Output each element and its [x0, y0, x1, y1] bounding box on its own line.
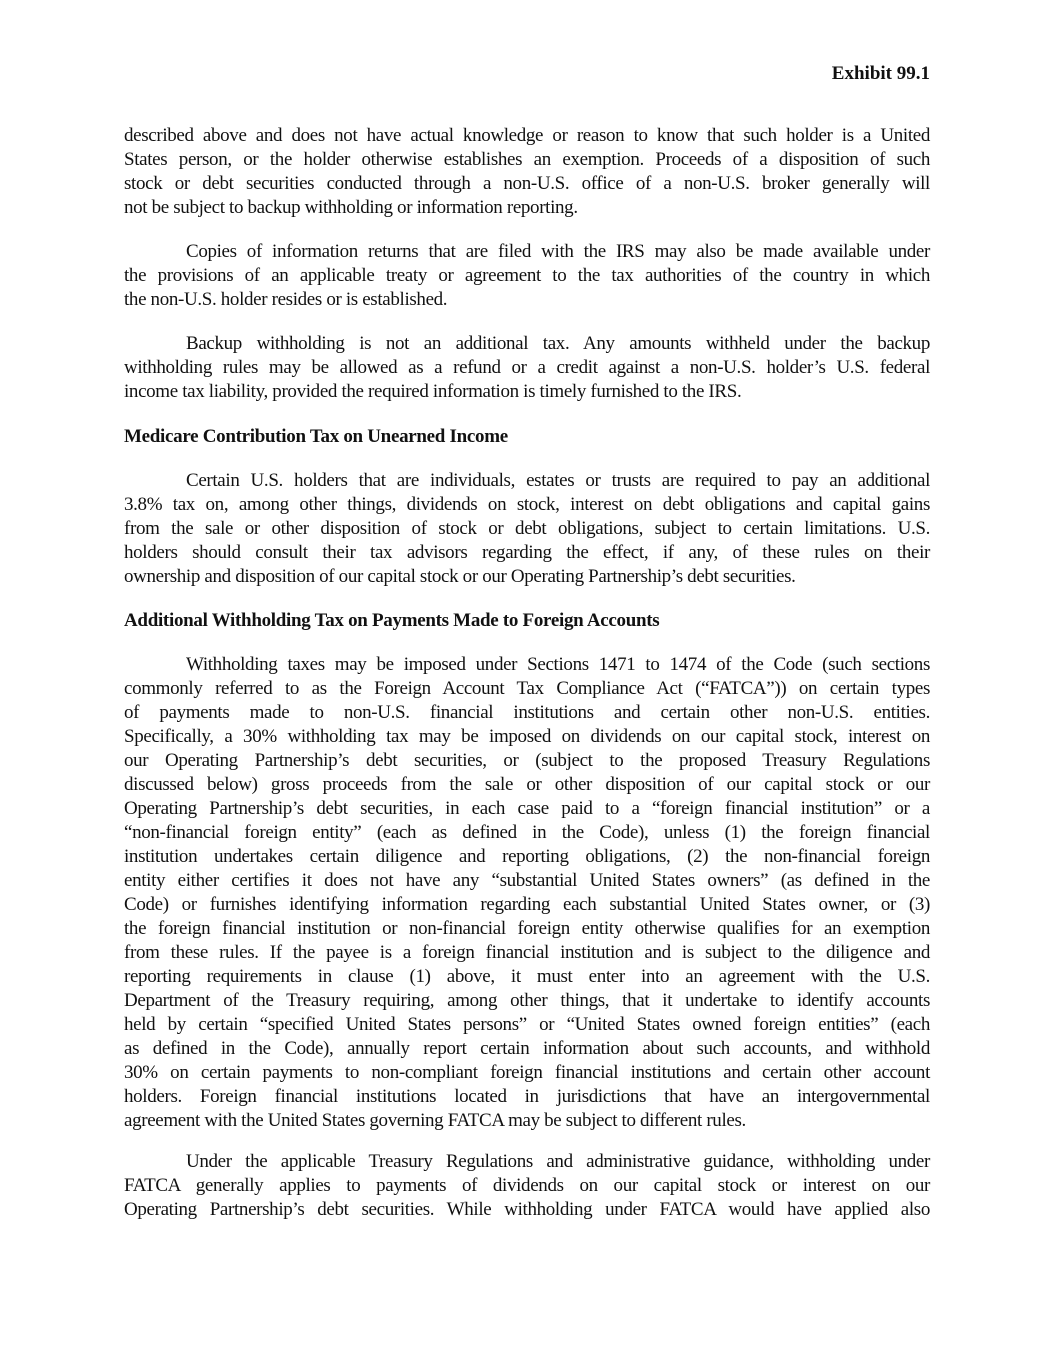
text-line: the provisions of an applicable treaty or agreement to the tax authorities of the country in which: [124, 265, 930, 286]
text-line: the non-U.S. holder resides or is established.: [124, 289, 448, 310]
paragraph-information-returns: [124, 240, 930, 312]
text-line: from these rules. If the payee is a foreign financial institution and is subject to the diligence and: [124, 942, 930, 963]
text-line: stock or debt securities conducted through a non-U.S. office of a non-U.S. broker generally will: [124, 173, 930, 194]
text-line: discussed below) gross proceeds from the sale or other disposition of our capital stock or our: [124, 774, 930, 795]
text-line: Copies of information returns that are filed with the IRS may also be made available under: [186, 241, 930, 262]
paragraph-fatca-treasury-regulations: [124, 1150, 930, 1222]
text-line: 3.8% tax on, among other things, dividends on stock, interest on debt obligations and capital gains: [124, 494, 930, 515]
text-line: held by certain “specified United States persons” or “United States owned foreign entities” (each: [124, 1014, 930, 1035]
text-line: reporting requirements in clause (1) above, it must enter into an agreement with the U.S.: [124, 966, 930, 987]
text-line: our Operating Partnership’s debt securities, or (subject to the proposed Treasury Regulations: [124, 750, 930, 771]
text-line: as defined in the Code), annually report certain information about such accounts, and withhold: [124, 1038, 930, 1059]
text-line: entity either certifies it does not have any “substantial United States owners” (as defined in the: [124, 870, 930, 891]
paragraph-medicare-tax: [124, 469, 930, 589]
text-line: institution undertakes certain diligence and reporting obligations, (2) the non-financial foreign: [124, 846, 930, 867]
text-line: from the sale or other disposition of stock or debt obligations, subject to certain limitations. U.S.: [124, 518, 930, 539]
text-line: income tax liability, provided the required information is timely furnished to the IRS.: [124, 381, 742, 402]
text-line: of payments made to non-U.S. financial institutions and certain other non-U.S. entities.: [124, 702, 930, 723]
text-line: the foreign financial institution or non-financial foreign entity otherwise qualifies for an exemption: [124, 918, 930, 939]
text-line: 30% on certain payments to non-compliant foreign financial institutions and certain other account: [124, 1062, 930, 1083]
text-line: Withholding taxes may be imposed under Sections 1471 to 1474 of the Code (such sections: [186, 654, 930, 675]
text-line: withholding rules may be allowed as a refund or a credit against a non-U.S. holder’s U.S. federal: [124, 357, 930, 378]
text-line: agreement with the United States governing FATCA may be subject to different rules.: [124, 1110, 746, 1131]
text-line: FATCA generally applies to payments of dividends on our capital stock or interest on our: [124, 1175, 930, 1196]
paragraph-backup-withholding-continuation: [124, 124, 930, 220]
text-line: commonly referred to as the Foreign Account Tax Compliance Act (“FATCA”)) on certain types: [124, 678, 930, 699]
text-line: Certain U.S. holders that are individuals, estates or trusts are required to pay an additional: [186, 470, 930, 491]
text-line: Operating Partnership’s debt securities. While withholding under FATCA would have applied also: [124, 1199, 930, 1220]
text-line: Backup withholding is not an additional tax. Any amounts withheld under the backup: [186, 333, 930, 354]
text-line: Specifically, a 30% withholding tax may be imposed on dividends on our capital stock, interest on: [124, 726, 930, 747]
text-line: States person, or the holder otherwise establishes an exemption. Proceeds of a disposition of such: [124, 149, 930, 170]
text-line: Under the applicable Treasury Regulations and administrative guidance, withholding under: [186, 1151, 930, 1172]
paragraph-backup-not-additional-tax: [124, 332, 930, 404]
text-line: described above and does not have actual knowledge or reason to know that such holder is a United: [124, 125, 930, 146]
text-line: holders. Foreign financial institutions located in jurisdictions that have an intergovernmental: [124, 1086, 930, 1107]
text-line: ownership and disposition of our capital stock or our Operating Partnership’s debt securities.: [124, 566, 796, 587]
text-line: not be subject to backup withholding or information reporting.: [124, 197, 578, 218]
paragraph-fatca: [124, 653, 930, 1133]
section-heading-medicare-tax: Medicare Contribution Tax on Unearned Income: [124, 426, 508, 447]
text-line: Department of the Treasury requiring, among other things, that it undertake to identify accounts: [124, 990, 930, 1011]
text-line: Code) or furnishes identifying information regarding each substantial United States owner, or (3): [124, 894, 930, 915]
exhibit-label: Exhibit 99.1: [831, 63, 930, 84]
section-heading-fatca-withholding: Additional Withholding Tax on Payments Made to Foreign Accounts: [124, 610, 660, 631]
text-line: holders should consult their tax advisors regarding the effect, if any, of these rules on their: [124, 542, 930, 563]
text-line: “non-financial foreign entity” (each as defined in the Code), unless (1) the foreign financial: [124, 822, 930, 843]
text-line: Operating Partnership’s debt securities, in each case paid to a “foreign financial institution” or a: [124, 798, 930, 819]
